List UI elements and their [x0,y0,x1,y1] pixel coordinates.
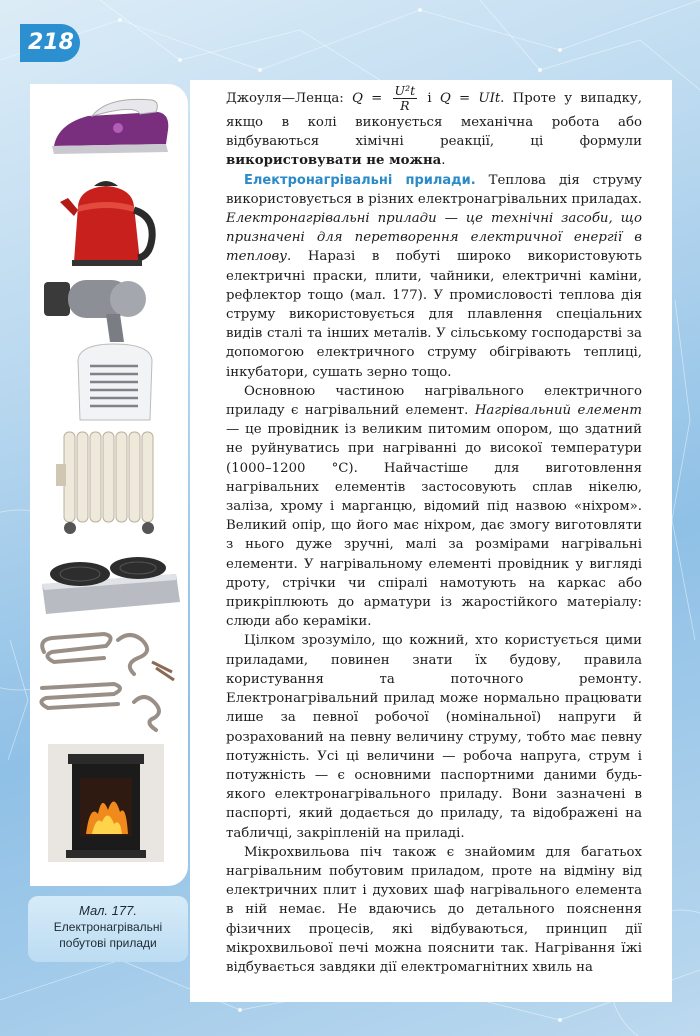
paragraph3-text-b: — це провідник із великим питомим опором, що здатний не руйнуватись при нагріванні до високої температури (1000–1200 °C). Найчастіше для виготовлення нагрівальних елементів застосовують сплав нікелю, заліза, хрому і марганцю, відомий під назвою «ніхром». Великий опір, що його має ніхром, дає змогу виготовляти з нього дуже зручні, малі за розмірами нагрівальні елементи. У нагрівальному елементі провідник у вигляді дроту, стрічки чи спіралі намотують на каркас або прикріплюють до арматури із жаростійкого матеріалу: слюди або кераміки. [226,422,642,630]
iron-image [48,94,176,162]
electric-fireplace-image [48,744,164,862]
paragraph-microwave: Мікрохвильова піч також є знайомим для багатьох нагрівальним побутовим приладом, проте на відміну від електричних плит і духових шаф нагрівального елемента в ній немає. Не вдаючись до детального пояснення фізичних процесів, які відбуваються, принцип дії мікрохвильової печі можна пояснити так. Нагрівання їжі відбувається завдяки дії електромагнітних хвиль на [226,844,642,975]
paragraph-appliances [226,171,642,382]
paragraph-usage: Цілком зрозуміло, що кожний, хто користується цими приладами, повинен знати їх будову, правила користування та поточного ремонту. Електронагрівальний прилад може нормально працювати лише за певної робочої (номінальної) напруги й розрахований на певну величину струму, тобто має певну потужність. Усі ці величини — робоча напруга, струм і потужність — є основними паспортними даними будь-якого електронагрівального приладу. Вони зазначені в паспорті, який додається до приладу, та відображені на табличці, закріпленій на приладі. [226,633,642,841]
definition-heating-element: Нагрівальний елемент [474,403,642,419]
definition-appliances: Електронагрівальні прилади — це технічні засоби, що призначені для перетворення електричної енергії в теплову [226,211,642,265]
formula1-lhs: Q = [352,91,383,106]
figure-sidebar [30,84,188,886]
section-heading: Електронагрівальні прилади. [244,172,476,188]
formula1-numerator: U²t [394,83,416,98]
figure-caption [28,896,188,962]
paragraph3-text-a: Основною частиною нагрівального електричного приладу є нагрівальний елемент. [226,383,642,419]
figure-number: Мал. 177. [79,903,137,918]
paragraph1-text: . Проте у випадку, якщо в колі виконується механічна робота або відбуваються хімічні реакції, ці формули [226,91,642,150]
formula2: Q = UIt [439,91,501,106]
page-number: 218 [20,24,80,62]
caption-line-1: Електронагрівальні [53,920,163,934]
kettle-image [54,176,164,268]
caption-line-2: побутові прилади [59,936,157,950]
formula1-fraction [393,84,418,113]
formula-intro: Джоуля—Ленца: [226,91,344,106]
paragraph1-bold: використовувати не можна [226,153,442,169]
paragraph2-text-a: Теплова дія струму використовується в різних електронагрівальних приладах. [226,172,642,207]
fan-heater-image [70,340,160,424]
formula-and: і [427,91,432,106]
heating-elements-image [34,622,184,734]
oil-radiator-image [54,424,164,536]
main-text [190,80,672,1002]
electric-stove-image [36,544,184,624]
paragraph1-end: . [441,153,446,169]
paragraph-formulas [226,84,642,171]
hair-dryer-image [40,274,160,346]
paragraph-heating-element [226,382,642,632]
paragraph2-text-b: . Наразі в побуті широко використовують електричні праски, плити, чайники, електричні каміни, рефлектор тощо (мал. 177). У промисловості теплова дія струму використовується для плавлення спеціальних видів сталі та інших металів. У сільському господарстві за допомогою електричного струму обігрівають теплиці, інкубатори, сушать зерно тощо. [226,249,642,380]
formula1-denominator: R [400,98,410,113]
